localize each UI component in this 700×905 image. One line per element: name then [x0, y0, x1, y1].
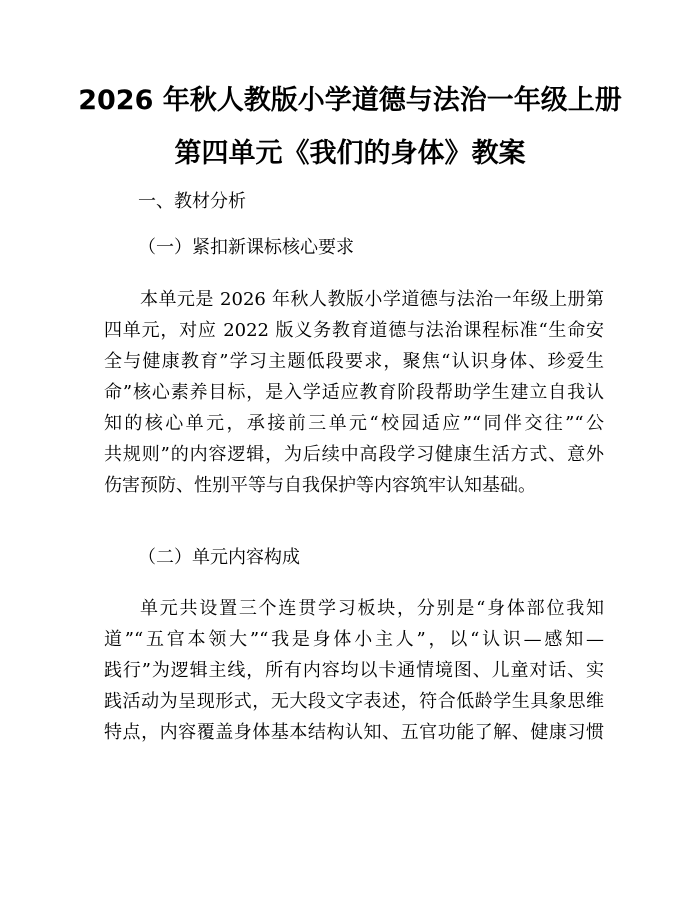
subsection-heading-curriculum-requirements: （一）紧扣新课标核心要求 — [138, 237, 354, 258]
paragraph-line: 命”核心素养目标，是入学适应教育阶段帮助学生建立自我认 — [104, 382, 604, 403]
paragraph-line: 践活动为呈现形式，无大段文字表述，符合低龄学生具象思维 — [104, 691, 604, 712]
document-title-line-1: 2026 年秋人教版小学道德与法治一年级上册 — [78, 85, 622, 116]
paragraph-line: 四单元，对应 2022 版义务教育道德与法治课程标准“生命安 — [104, 320, 604, 341]
paragraph-unit-content — [104, 593, 604, 748]
paragraph-line: 共规则”的内容逻辑，为后续中高段学习健康生活方式、意外 — [104, 444, 604, 465]
paragraph-line: 全与健康教育”学习主题低段要求，聚焦“认识身体、珍爱生 — [104, 351, 604, 372]
paragraph-line: 知的核心单元，承接前三单元“校园适应”“同伴交往”“公 — [104, 413, 604, 434]
paragraph-line: 践行”为逻辑主线，所有内容均以卡通情境图、儿童对话、实 — [104, 660, 604, 681]
subsection-heading-unit-content: （二）单元内容构成 — [138, 547, 300, 568]
paragraph-line: 伤害预防、性别平等与自我保护等内容筑牢认知基础。 — [104, 475, 536, 496]
paragraph-unit-overview — [104, 284, 604, 501]
document-title-line-2: 第四单元《我们的身体》教案 — [174, 138, 526, 169]
paragraph-line: 特点，内容覆盖身体基本结构认知、五官功能了解、健康习惯 — [104, 722, 604, 743]
paragraph-line: 单元共设置三个连贯学习板块，分别是“身体部位我知 — [140, 598, 604, 619]
section-heading-textbook-analysis: 一、教材分析 — [138, 191, 246, 212]
paragraph-line: 本单元是 2026 年秋人教版小学道德与法治一年级上册第 — [140, 289, 604, 310]
paragraph-line: 道”“五官本领大”“我是身体小主人”，以“认识—感知— — [104, 629, 604, 650]
